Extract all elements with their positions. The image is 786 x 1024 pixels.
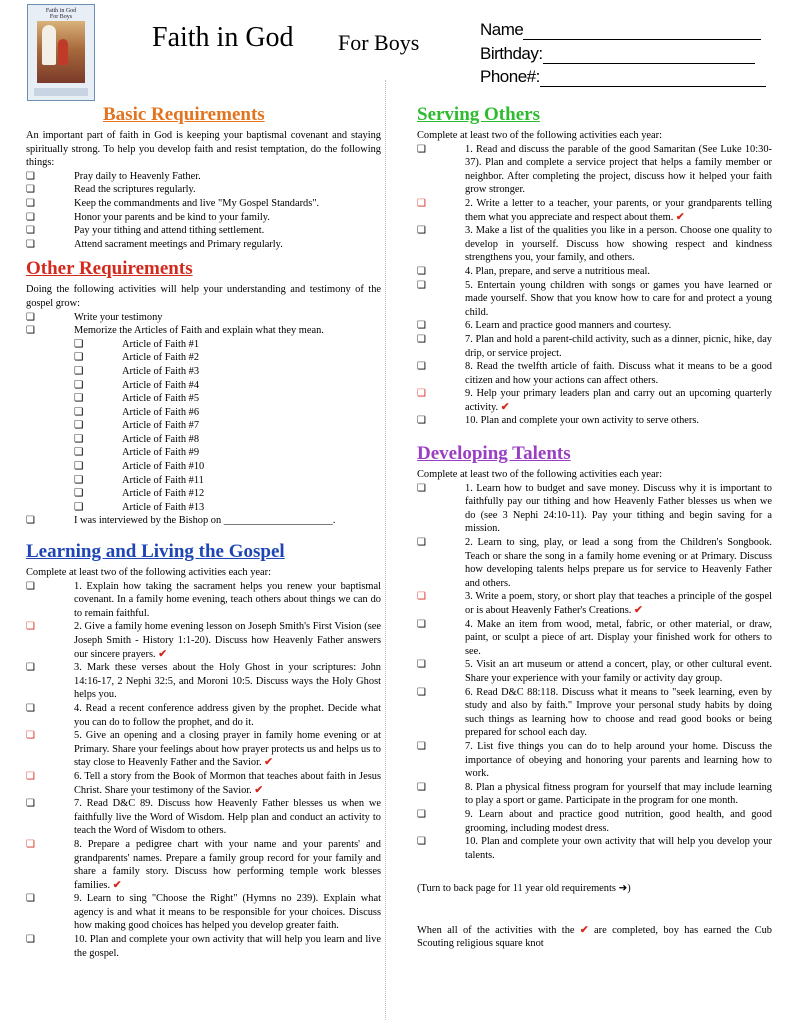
serving-others-heading: Serving Others	[417, 104, 540, 125]
page-title: Faith in God	[152, 22, 294, 53]
checkmark-icon: ✔	[500, 401, 510, 413]
activity-text-wrap	[74, 580, 381, 621]
activity-text: 1. Read and discuss the parable of the good Samaritan (See Luke 10:30-37). Plan and complete a service project that helps a family member or neighbor. After completing the project, discuss how it helped your faith grow stronger.	[465, 143, 772, 196]
list-item	[26, 197, 381, 211]
checkbox-icon[interactable]: ❏	[417, 482, 426, 494]
activity-item	[417, 279, 772, 320]
checkbox-icon[interactable]: ❏	[417, 225, 426, 237]
checkbox-icon[interactable]: ❏	[74, 379, 84, 391]
checkbox-icon[interactable]: ❏	[74, 474, 84, 486]
checkbox-icon[interactable]: ❏	[417, 388, 426, 400]
list-item	[26, 170, 381, 184]
activity-text: 3. Write a poem, story, or short play that teaches a principle of the gospel or is about Heavenly Father's Creations.	[465, 591, 772, 616]
article-item	[26, 406, 381, 420]
activity-text: 8. Read the twelfth article of faith. Discuss what it means to be a good citizen and how your actions can affect others.	[465, 361, 772, 386]
list-item-text: I was interviewed by the Bishop on _____________________.	[74, 515, 336, 527]
activity-text-wrap	[465, 265, 772, 279]
list-item	[26, 238, 381, 252]
activity-item	[26, 702, 381, 729]
list-item-text: Pay your tithing and attend tithing settlement.	[74, 225, 265, 237]
page-subtitle: For Boys	[338, 30, 420, 55]
checkbox-icon[interactable]: ❏	[417, 415, 426, 427]
cover-image	[27, 4, 95, 101]
checkbox-icon[interactable]: ❏	[74, 501, 84, 513]
article-text: Article of Faith #11	[122, 474, 204, 486]
checkmark-icon: ✔	[633, 605, 643, 616]
activity-text-wrap	[465, 143, 772, 197]
checkbox-icon[interactable]: ❏	[417, 618, 426, 630]
activity-text-wrap	[465, 590, 772, 617]
activity-text-wrap	[74, 729, 381, 770]
activity-text-wrap	[465, 740, 772, 781]
activity-text-wrap	[465, 333, 772, 360]
checkbox-icon[interactable]: ❏	[26, 798, 35, 810]
name-line[interactable]	[523, 24, 761, 40]
activity-item	[26, 770, 381, 797]
article-text: Article of Faith #5	[122, 393, 200, 405]
birthday-label: Birthday:	[480, 44, 543, 63]
article-item	[26, 474, 381, 488]
checkbox-icon[interactable]: ❏	[26, 311, 35, 323]
activity-text-wrap	[465, 319, 772, 333]
list-item-text: Honor your parents and be kind to your family.	[74, 211, 270, 223]
activity-text-wrap	[465, 387, 772, 414]
article-text: Article of Faith #12	[122, 488, 205, 500]
checkbox-icon[interactable]: ❏	[26, 730, 35, 742]
article-item	[26, 487, 381, 501]
checkbox-icon[interactable]: ❏	[417, 320, 426, 332]
activity-item	[417, 686, 772, 740]
checkbox-icon[interactable]: ❏	[26, 225, 35, 237]
checkmark-icon: ✔	[675, 211, 685, 223]
activity-text: 4. Read a recent conference address given by the prophet. Decide what you can do to follow the prophet, and do it.	[74, 702, 381, 728]
turn-page-note: (Turn to back page for 11 year old requirements ➜)	[417, 883, 631, 895]
checkbox-icon[interactable]: ❏	[74, 338, 84, 350]
activity-text-wrap	[74, 933, 381, 960]
list-item-text: Memorize the Articles of Faith and explain what they mean.	[74, 325, 324, 337]
activity-item	[417, 319, 772, 333]
activity-text: 2. Learn to sing, play, or lead a song from the Children's Songbook. Teach or share the song in a family home evening or at Primary. Discuss how developing talents helps prepare us for service to Heavenly Father and others.	[465, 537, 772, 589]
activity-item	[417, 835, 772, 862]
activity-text: 6. Learn and practice good manners and courtesy.	[465, 320, 672, 332]
activity-text: 6. Tell a story from the Book of Mormon that teaches about faith in Jesus Christ. Share your testimony of the Savior.	[74, 770, 381, 796]
checkbox-icon[interactable]: ❏	[26, 580, 35, 592]
activity-text: 3. Mark these verses about the Holy Ghost in your scriptures: John 14:16-17, 2 Nephi 32:5, and Moroni 10:5. Discuss ways the Holy Ghost helps you.	[74, 662, 381, 701]
list-item-text: Keep the commandments and live "My Gospel Standards".	[74, 197, 320, 209]
activity-item	[417, 618, 772, 659]
checkbox-icon[interactable]: ❏	[417, 361, 426, 373]
activity-item	[417, 590, 772, 617]
talents-intro: Complete at least two of the following activities each year:	[417, 469, 662, 481]
article-text: Article of Faith #7	[122, 420, 200, 432]
activity-text: 6. Read D&C 88:118. Discuss what it means to "seek learning, even by study and also by faith." Improve your personal study habits by doing such things as learning how to choose and read good books or being prepared for school each day.	[465, 686, 772, 739]
checkbox-icon[interactable]: ❏	[26, 662, 35, 674]
name-label: Name	[480, 20, 524, 39]
checkmark-icon: ✔	[264, 757, 273, 769]
activity-text-wrap	[465, 618, 772, 659]
list-item	[26, 311, 381, 325]
activity-text-wrap	[465, 224, 772, 265]
activity-item	[417, 197, 772, 224]
article-item	[26, 338, 381, 352]
basic-intro: An important part of faith in God is keeping your baptismal covenant and staying spiritually strong. To help you develop faith and resist temptation, do the following things:	[26, 130, 381, 169]
activity-text: 7. Read D&C 89. Discuss how Heavenly Father blesses us when we faithfully live the Word of Wisdom. Help plan and conduct an activity to teach the Word of Wisdom to others.	[74, 798, 381, 837]
birthday-line[interactable]	[543, 48, 755, 64]
activity-text: 3. Make a list of the qualities you like in a person. Choose one quality to develop in yourself. Discuss how showing respect and kindness strengthens you, your family, and others.	[465, 225, 772, 264]
activity-item	[417, 333, 772, 360]
activity-item	[417, 740, 772, 781]
activity-item	[417, 265, 772, 279]
list-item	[26, 514, 381, 528]
checkbox-icon[interactable]: ❏	[26, 211, 35, 223]
activity-text: 9. Learn about and practice good nutrition, good health, and good grooming, including modest dress.	[465, 808, 772, 834]
checkbox-icon[interactable]: ❏	[26, 238, 35, 250]
activity-item	[417, 360, 772, 387]
activity-text: 8. Plan a physical fitness program for yourself that may include learning to play a sport or game. Participate in the program for one month.	[465, 781, 772, 807]
final-note-after: are completed, boy has earned the Cub Scouting religious square knot	[417, 924, 772, 950]
activity-item	[417, 414, 772, 428]
checkbox-icon[interactable]: ❏	[26, 702, 35, 714]
checkbox-icon[interactable]: ❏	[417, 537, 426, 549]
developing-talents-heading: Developing Talents	[417, 443, 571, 465]
activity-text-wrap	[74, 620, 381, 661]
activity-text: 5. Entertain young children with songs or games you have learned or made yourself. Show that you know how to care for and protect a young child.	[465, 279, 772, 318]
learning-gospel-heading: Learning and Living the Gospel	[26, 541, 285, 563]
activity-text: 9. Help your primary leaders plan and carry out an upcoming quarterly activity.	[465, 388, 772, 413]
checkbox-icon[interactable]: ❏	[417, 659, 426, 671]
final-note-before: When all of the activities with the	[417, 924, 575, 936]
activity-item	[26, 729, 381, 770]
activity-text-wrap	[74, 770, 381, 797]
activity-text-wrap	[465, 197, 772, 224]
activity-text: 7. Plan and hold a parent-child activity, such as a dinner, picnic, hike, day drip, or service project.	[465, 333, 772, 359]
article-text: Article of Faith #4	[122, 379, 200, 391]
checkbox-icon[interactable]: ❏	[26, 184, 35, 196]
checkmark-icon: ✔	[158, 648, 167, 660]
checkmark-icon: ✔	[579, 924, 589, 936]
article-item	[26, 446, 381, 460]
activity-text: 10. Plan and complete your own activity to serve others.	[465, 415, 700, 427]
list-item-text: Attend sacrament meetings and Primary regularly.	[74, 238, 283, 250]
article-item	[26, 460, 381, 474]
cover-footer-band	[34, 88, 88, 96]
checkbox-icon[interactable]: ❏	[417, 197, 426, 209]
birthday-field[interactable]	[480, 44, 755, 64]
basic-list	[26, 170, 381, 252]
checkbox-icon[interactable]: ❏	[26, 770, 35, 782]
activity-text-wrap	[465, 360, 772, 387]
article-text: Article of Faith #10	[122, 461, 205, 473]
article-item	[26, 419, 381, 433]
checkbox-icon[interactable]: ❏	[74, 420, 84, 432]
article-item	[26, 379, 381, 393]
activity-text: 5. Visit an art museum or attend a concert, play, or other cultural event. Share your experience with your family or activity day group.	[465, 659, 772, 684]
activity-item	[26, 892, 381, 933]
activity-text: 5. Give an opening and a closing prayer in family home evening or at Primary. Share your feelings about how prayer protects us and helps us to stay close to Heavenly Father and the Savior.	[74, 730, 381, 769]
activity-text: 2. Give a family home evening lesson on Joseph Smith's First Vision (see Joseph Smith - History 1:1-20). Discuss how Heavenly Father answers our sincere prayers.	[74, 621, 381, 660]
activity-item	[417, 658, 772, 685]
activity-text-wrap	[74, 661, 381, 702]
talents-list	[417, 482, 772, 863]
activity-text-wrap	[465, 686, 772, 740]
list-item	[26, 224, 381, 238]
activity-item	[26, 620, 381, 661]
checkmark-icon: ✔	[254, 784, 264, 796]
checkbox-icon[interactable]: ❏	[417, 265, 426, 277]
article-text: Article of Faith #1	[122, 338, 200, 350]
checkbox-icon[interactable]: ❏	[417, 333, 426, 345]
activity-text-wrap	[465, 835, 772, 862]
cover-subtitle: For Boys	[49, 14, 73, 20]
article-item	[26, 433, 381, 447]
checkbox-icon[interactable]: ❏	[417, 740, 426, 752]
learning-intro: Complete at least two of the following activities each year:	[26, 567, 271, 579]
checkbox-icon[interactable]: ❏	[417, 686, 426, 698]
activity-text-wrap	[74, 702, 381, 729]
checkbox-icon[interactable]: ❏	[26, 170, 35, 182]
activity-text: 8. Prepare a pedigree chart with your name and your parents' and grandparents' names. Prepare a family group record for your family and share a family story. Discuss how performing temple work blesses families.	[74, 838, 381, 891]
learning-list	[26, 580, 381, 961]
phone-field[interactable]	[480, 67, 766, 87]
checkbox-icon[interactable]: ❏	[417, 591, 426, 603]
activity-text: 2. Write a letter to a teacher, your parents, or your grandparents telling them what you appreciate and respect about them.	[465, 197, 772, 223]
activity-text-wrap	[465, 279, 772, 320]
articles-list	[26, 338, 381, 515]
checkbox-icon[interactable]: ❏	[417, 836, 426, 848]
checkbox-icon[interactable]: ❏	[417, 808, 426, 820]
checkbox-icon[interactable]: ❏	[26, 325, 35, 337]
activity-text: 1. Learn how to budget and save money. Discuss why it is important to faithfully pay our tithing and how Heavenly Father blesses us when we do (see 3 Nephi 24:10-11). Pay your tithing and begin saving for a mission.	[465, 482, 772, 535]
checkbox-icon[interactable]: ❏	[417, 781, 426, 793]
list-item	[26, 211, 381, 225]
checkbox-icon[interactable]: ❏	[26, 934, 35, 946]
article-item	[26, 351, 381, 365]
checkbox-icon[interactable]: ❏	[26, 197, 35, 209]
activity-text-wrap	[465, 482, 772, 536]
cover-figure-child	[58, 39, 68, 65]
activity-text-wrap	[74, 892, 381, 933]
article-text: Article of Faith #13	[122, 501, 205, 513]
article-text: Article of Faith #3	[122, 365, 200, 377]
activity-item	[26, 797, 381, 838]
phone-label: Phone#:	[480, 67, 540, 86]
checkbox-icon[interactable]: ❏	[74, 352, 84, 364]
activity-text: 7. List five things you can do to help around your home. Discuss the importance of obeying and honoring your parents and learning how to work.	[465, 740, 772, 780]
activity-item	[417, 224, 772, 265]
final-note	[417, 924, 772, 951]
article-item	[26, 365, 381, 379]
activity-text-wrap	[465, 536, 772, 590]
list-item-text: Read the scriptures regularly.	[74, 184, 196, 196]
article-item	[26, 392, 381, 406]
activity-item	[26, 580, 381, 621]
article-text: Article of Faith #9	[122, 447, 200, 459]
other-intro: Doing the following activities will help your understanding and testimony of the gospel grow:	[26, 284, 381, 309]
serving-list	[417, 143, 772, 428]
activity-text-wrap	[74, 797, 381, 838]
checkbox-icon[interactable]: ❏	[74, 365, 84, 377]
activity-text-wrap	[465, 808, 772, 835]
activity-item	[417, 781, 772, 808]
checkbox-icon[interactable]: ❏	[74, 488, 84, 500]
cover-figure-jesus	[42, 25, 56, 65]
checkbox-icon[interactable]: ❏	[26, 515, 35, 527]
phone-line[interactable]	[540, 71, 766, 87]
activity-text: 4. Plan, prepare, and serve a nutritious meal.	[465, 265, 650, 277]
checkbox-icon[interactable]: ❏	[74, 447, 84, 459]
article-text: Article of Faith #2	[122, 352, 200, 364]
checkmark-icon: ✔	[112, 879, 122, 891]
list-item-text: Pray daily to Heavenly Father.	[74, 170, 201, 182]
right-column	[417, 103, 772, 951]
activity-text-wrap	[74, 838, 381, 892]
name-field[interactable]	[480, 20, 761, 40]
other-requirements-heading: Other Requirements	[26, 258, 193, 280]
activity-text: 1. Explain how taking the sacrament helps you renew your baptismal covenant. In a family home evening, teach others about things we can do to remain faithful.	[74, 580, 381, 619]
checkbox-icon[interactable]: ❏	[417, 279, 426, 291]
checkbox-icon[interactable]: ❏	[74, 461, 84, 473]
checkbox-icon[interactable]: ❏	[74, 433, 84, 445]
checkbox-icon[interactable]: ❏	[417, 143, 426, 155]
activity-item	[26, 933, 381, 960]
activity-text-wrap	[465, 414, 772, 428]
activity-text-wrap	[465, 658, 772, 685]
activity-item	[417, 482, 772, 536]
activity-text: 10. Plan and complete your own activity that will help you develop your talents.	[465, 836, 772, 861]
article-item	[26, 501, 381, 515]
checkbox-icon[interactable]: ❏	[74, 406, 84, 418]
checkbox-icon[interactable]: ❏	[26, 893, 35, 905]
activity-item	[417, 808, 772, 835]
article-text: Article of Faith #8	[122, 433, 200, 445]
list-item	[26, 183, 381, 197]
basic-requirements-heading: Basic Requirements	[103, 104, 265, 125]
checkbox-icon[interactable]: ❏	[26, 838, 35, 850]
activity-text: 10. Plan and complete your own activity that will help you learn and live the gospel.	[74, 934, 381, 959]
activity-item	[26, 661, 381, 702]
list-item-text: Write your testimony	[74, 311, 163, 323]
list-item	[26, 324, 381, 338]
article-text: Article of Faith #6	[122, 406, 200, 418]
activity-text: 9. Learn to sing "Choose the Right" (Hymns no 239). Explain what agency is and what it means to be responsible for your choices. Discuss how making good choices has helped you develop greater faith.	[74, 893, 381, 932]
checkbox-icon[interactable]: ❏	[74, 393, 84, 405]
column-divider	[385, 80, 386, 1020]
activity-item	[417, 143, 772, 197]
serving-intro: Complete at least two of the following activities each year:	[417, 130, 662, 141]
cover-title: Faith in God	[45, 8, 77, 14]
left-column	[26, 103, 381, 960]
activity-text-wrap	[465, 781, 772, 808]
activity-text: 4. Make an item from wood, metal, fabric, or other material, or draw, paint, or sculpt a piece of art. Display your finished work for others to see.	[465, 618, 772, 657]
activity-item	[26, 838, 381, 892]
checkbox-icon[interactable]: ❏	[26, 621, 35, 633]
activity-item	[417, 387, 772, 414]
activity-item	[417, 536, 772, 590]
